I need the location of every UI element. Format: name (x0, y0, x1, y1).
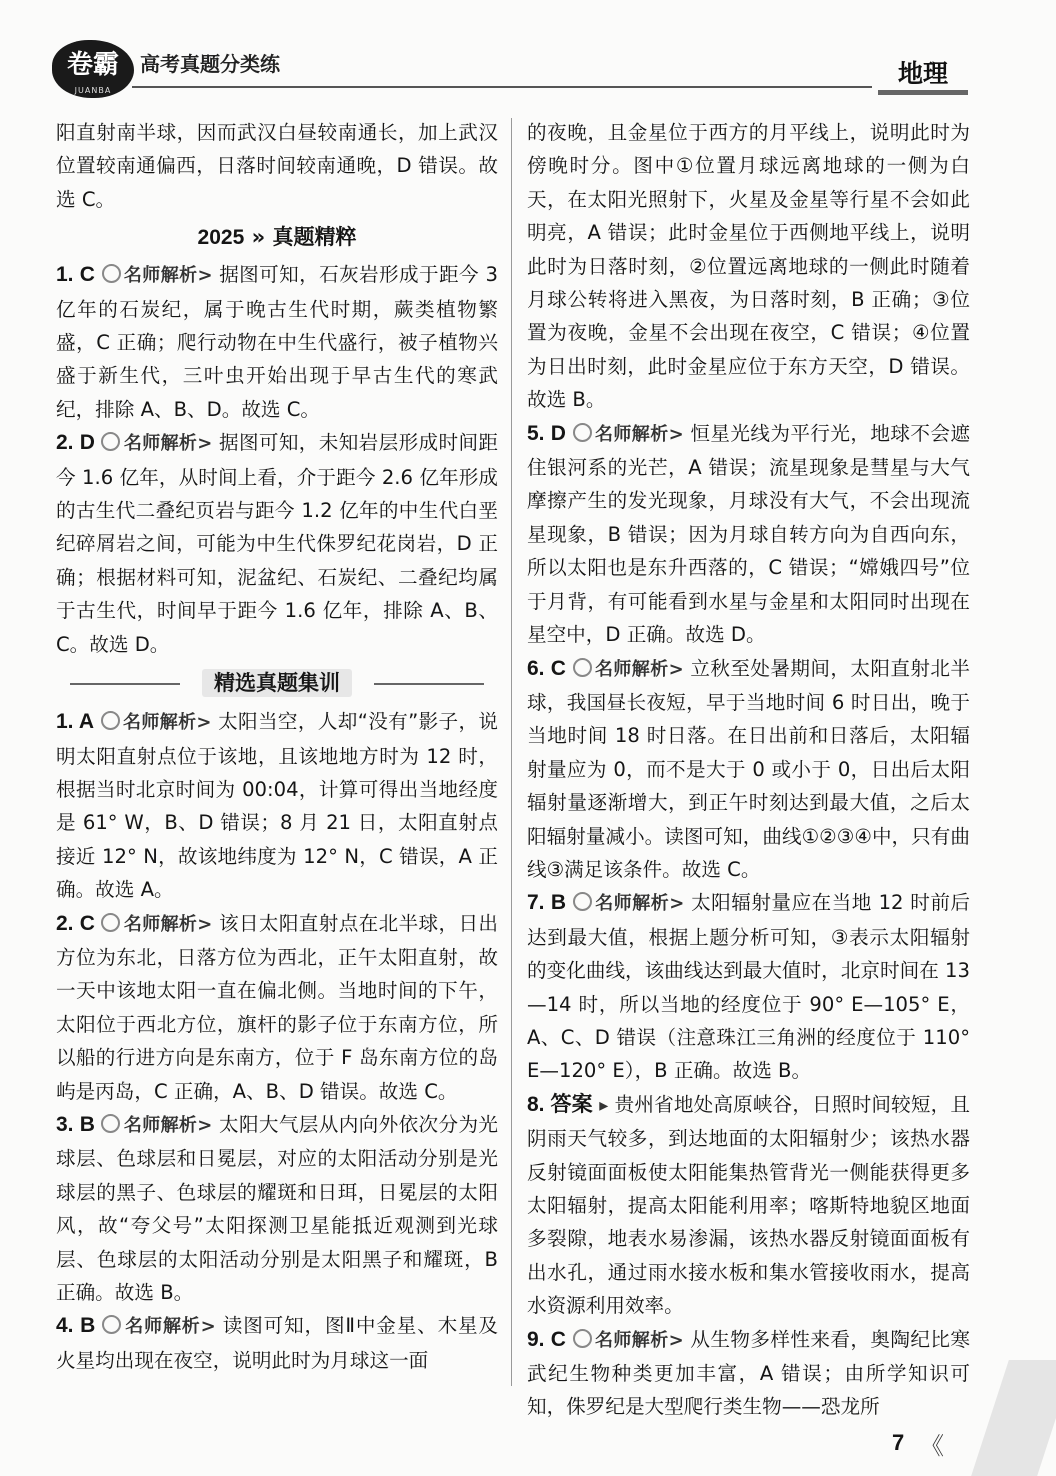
teacher-icon (101, 432, 120, 451)
brand-logo (52, 40, 134, 98)
logo-text: 卷霸 (66, 50, 119, 80)
answer-item (527, 652, 970, 887)
answer-number: 9. C (527, 1327, 566, 1351)
answer-number: 5. D (527, 421, 566, 445)
answer-text: 读图可知，图Ⅱ中金星、木星及火星均出现在夜空，说明此时为月球这一面 (56, 1314, 499, 1372)
column-divider (511, 118, 512, 1386)
answer-text: 太阳大气层从内向外依次分为光球层、色球层和日冕层，对应的太阳活动分别是光球层的黑子、色球层的耀斑和日珥，日冕层的太阳风，故“夸父号”太阳探测卫星能抵近观测到光球层、色球层的太阳活动分别是太阳黑子和耀斑，B 正确。故选 B。 (56, 1112, 499, 1304)
answer-number: 1. A (56, 710, 95, 734)
answer-item (56, 907, 498, 1108)
series-title: 高考真题分类练 (140, 52, 280, 76)
answer-number: 1. C (56, 263, 95, 287)
page-corner-decoration (971, 1360, 1056, 1476)
answer-item (56, 1108, 498, 1309)
answer-text: 该日太阳直射点在北半球，日出方位为东北，日落方位为西北，正午太阳直射，故一天中该地太阳一直在偏北侧。当地时间的下午，太阳位于西北方位，旗杆的影子位于东南方位，所以船的行进方向是东南方，位于 F 岛东南方位的岛屿是丙岛，C 正确，A、B、D 错误。故选 C。 (56, 911, 499, 1103)
analysis-tag: 名师解析> (573, 1330, 684, 1351)
answer-number: 8. 答案 (527, 1092, 593, 1116)
teacher-icon (102, 264, 121, 283)
answer-item (527, 1088, 970, 1323)
analysis-tag: 名师解析> (573, 659, 684, 680)
page-number: 7 (892, 1430, 905, 1455)
answer-number: 2. D (56, 431, 95, 455)
teacher-icon (101, 1114, 120, 1133)
answer-number: 7. B (527, 891, 567, 915)
analysis-tag: 名师解析> (102, 265, 213, 286)
answer-number: 6. C (527, 656, 566, 680)
intro-paragraph: 阳直射南半球，因而武汉白昼较南通长，加上武汉位置较南通偏西，日落时间较南通晚，D 错误。故选 C。 (56, 121, 498, 211)
left-column (56, 116, 498, 1377)
answer-text: 据图可知，石灰岩形成于距今 3 亿年的石炭纪，属于晚古生代时期，蕨类植物繁盛，C 正确；爬行动物在中生代盛行，被子植物兴盛于新生代，三叶虫开始出现于早古生代的寒武纪，排除 A、B、D。故选 C。 (56, 263, 499, 421)
answer-text: 太阳当空，人却“没有”影子，说明太阳直射点位于该地，且该地地方时为 12 时，根据当时北京时间为 00:04，计算可得出当地经度是 61° W，B、D 错误；8 月 21 日，太阳直射点接近 12° N，故该地纬度为 12° N，C 错误，A 正确。故选 A。 (56, 710, 498, 902)
answer-item (527, 417, 970, 652)
analysis-tag: 名师解析> (101, 433, 212, 454)
answer-number: 4. B (56, 1314, 96, 1338)
section-heading-2025 (56, 216, 498, 258)
answer-text: 太阳辐射量应在当地 12 时前后达到最大值，根据上题分析可知，③表示太阳辐射的变化曲线，该曲线达到最大值时，北京时间在 13—14 时，所以当地的经度位于 90° E—105° E，A、C、D 错误（注意珠江三角洲的经度位于 110° E—120° E），B 正确。故选 B。 (527, 891, 971, 1083)
answer-marker-icon: ▸ (599, 1094, 609, 1116)
chevron-left-icon: 《 (920, 1432, 944, 1460)
teacher-icon (573, 1329, 592, 1348)
answer-number: 3. B (56, 1112, 95, 1136)
analysis-tag: 名师解析> (101, 914, 212, 935)
answer-text: 恒星光线为平行光，地球不会遮住银河系的光芒，A 错误；流星现象是彗星与大气摩擦产生的发光现象，月球没有大气，不会出现流星现象，B 错误；因为月球自转方向为自西向东，所以太阳也是东升西落的，C 错误；“嫦娥四号”位于月背，有可能看到水星与金星和太阳同时出现在星空中，D 正确。故选 D。 (527, 421, 971, 647)
right-column (527, 116, 970, 1424)
teacher-icon (101, 913, 120, 932)
section-heading-training (56, 661, 498, 705)
answer-item (56, 1309, 498, 1377)
teacher-icon (573, 892, 592, 911)
teacher-icon (573, 423, 592, 442)
logo-subtext: JUANBA (74, 86, 112, 95)
analysis-tag: 名师解析> (573, 424, 684, 445)
analysis-tag: 名师解析> (101, 712, 212, 733)
analysis-tag: 名师解析> (102, 1316, 215, 1337)
answer-item (56, 705, 498, 906)
answer-text: 据图可知，未知岩层形成时间距今 1.6 亿年，从时间上看，介于距今 2.6 亿年形成的古生代二叠纪页岩与距今 1.2 亿年的中生代白垩纪碎屑岩之间，可能为中生代侏罗纪花岗岩，D 正确；根据材料可知，泥盆纪、石炭纪、二叠纪均属于古生代，时间早于距今 1.6 亿年，排除 A、B、C。故选 D。 (56, 431, 499, 656)
answer-item (56, 426, 498, 661)
answer-text: 从生物多样性来看，奥陶纪比寒武纪生物种类更加丰富，A 错误；由所学知识可知，侏罗纪是大型爬行类生物——恐龙所 (527, 1327, 971, 1419)
section-title: 真题精粹 (272, 225, 357, 250)
answer-continued: 的夜晚，且金星位于西方的月平线上，说明此时为傍晚时分。图中①位置月球远离地球的一侧为白天，在太阳光照射下，火星及金星等行星不会如此明亮，A 错误；此时金星位于西侧地平线上，说明此时为日落时刻，②位置远离地球的一侧此时随着月球公转将进入黑夜，为日落时刻，B 正确；③位置为夜晚，金星不会出现在夜空，C 错误；④位置为日出时刻，此时金星应位于东方天空，D 错误。故选 B。 (527, 121, 970, 412)
teacher-icon (101, 711, 120, 730)
answer-number: 2. C (56, 911, 95, 935)
answer-text: 立秋至处暑期间，太阳直射北半球，我国昼长夜短，早于当地时间 6 时日出，晚于当地时间 18 时日落。在日出前和日落后，太阳辐射量应为 0，而不是大于 0 或小于 0，日出后太阳辐射量逐渐增大，到正午时刻达到最大值，之后太阳辐射量减小。读图可知，曲线①②③④中，只有曲线③满足该条件。故选 C。 (527, 656, 971, 881)
section-year: 2025 (197, 226, 245, 250)
teacher-icon (102, 1315, 121, 1334)
double-chevron-icon: » (251, 225, 266, 250)
answer-item (56, 258, 498, 426)
analysis-tag: 名师解析> (101, 1115, 212, 1136)
subject-label: 地理 (898, 59, 949, 88)
answer-item (527, 1323, 970, 1424)
teacher-icon (573, 658, 592, 677)
analysis-tag: 名师解析> (573, 893, 685, 914)
answer-item (527, 886, 970, 1087)
answer-text: 贵州省地处高原峡谷，日照时间较短，且阴雨天气较多，到达地面的太阳辐射少；该热水器反射镜面面板使太阳能集热管背光一侧能获得更多太阳辐射，提高太阳能利用率；喀斯特地貌区地面多裂隙，地表水易渗漏，该热水器反射镜面面板有出水孔，通过雨水接水板和集水管接收雨水，提高水资源利用效率。 (527, 1092, 970, 1318)
section-title: 精选真题集训 (202, 669, 352, 697)
heading-rule-left (70, 683, 180, 685)
header-rule (132, 86, 872, 88)
subject-underline (878, 90, 968, 95)
heading-rule-right (374, 683, 484, 685)
page-header (0, 0, 1056, 112)
